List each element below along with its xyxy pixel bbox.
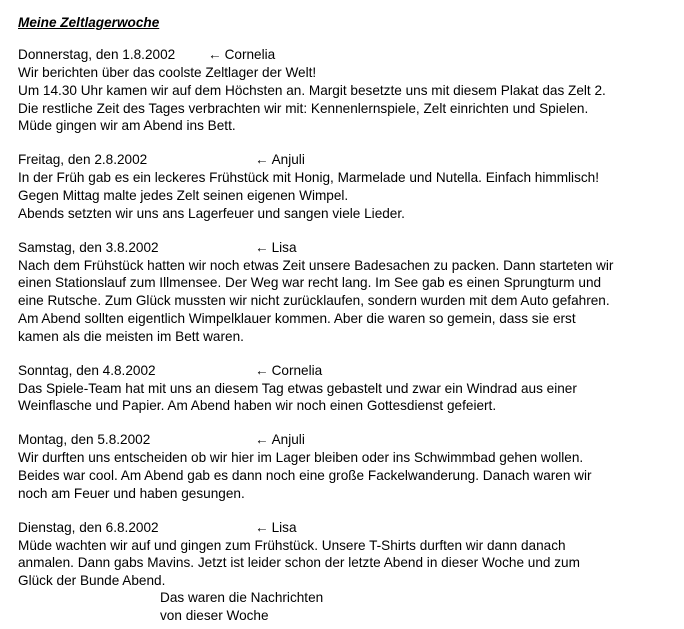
author-name: Lisa	[271, 239, 297, 255]
entry-date: Montag, den 5.8.2002	[18, 432, 151, 448]
document-title: Meine Zeltlagerwoche	[18, 15, 160, 30]
closing-line: von dieser Woche	[160, 607, 269, 623]
entry-line: kamen als die meisten im Bett waren.	[18, 328, 244, 344]
entry-header	[18, 519, 678, 537]
entry-line: Weinflasche und Papier. Am Abend haben wir noch einen Gottesdienst gefeiert.	[18, 398, 497, 414]
author-name: Anjuli	[271, 152, 305, 168]
arrow-left-icon: ←	[255, 152, 269, 168]
closing-line: Das waren die Nachrichten	[160, 590, 324, 605]
entry-header	[18, 46, 678, 64]
entry-line: noch am Feuer und haben gesungen.	[18, 485, 245, 501]
entry-line: Müde wachten wir auf und gingen zum Frühstück. Unsere T-Shirts durften wir dann danach	[18, 537, 566, 553]
entry-date: Samstag, den 3.8.2002	[18, 239, 159, 255]
entry-author	[255, 151, 305, 169]
entry-line: Wir durften uns entscheiden ob wir hier im Lager bleiben oder ins Schwimmbad gehen wollen.	[18, 450, 584, 466]
entry-header	[18, 362, 678, 380]
entry-line: Beides war cool. Am Abend gab es dann noch eine große Fackelwanderung. Danach waren wir	[18, 467, 592, 483]
entry-author	[255, 431, 305, 449]
entry-date: Freitag, den 2.8.2002	[18, 152, 148, 168]
entry-author	[255, 239, 297, 257]
entry-line: Glück der Bunde Abend.	[18, 573, 166, 589]
entry-line: Das Spiele-Team hat mit uns an diesem Tag etwas gebastelt und zwar ein Windrad aus einer	[18, 380, 577, 396]
entry-author	[208, 46, 275, 64]
entry-line: Abends setzten wir uns ans Lagerfeuer und sangen viele Lieder.	[18, 205, 405, 221]
entry-line: Wir berichten über das coolste Zeltlager der Welt!	[18, 65, 317, 80]
entry-date: Dienstag, den 6.8.2002	[18, 519, 159, 535]
arrow-left-icon: ←	[255, 239, 269, 255]
document-page	[18, 14, 678, 623]
author-name: Cornelia	[271, 362, 323, 378]
diary-entry	[18, 46, 678, 135]
diary-entry	[18, 362, 678, 416]
closing-note	[160, 589, 323, 625]
entry-line: Nach dem Frühstück hatten wir noch etwas Zeit unsere Badesachen zu packen. Dann starteten wir	[18, 257, 614, 273]
entry-line: anmalen. Dann gabs Mavins. Jetzt ist leider schon der letzte Abend in dieser Woche und zum	[18, 555, 580, 571]
entry-line: Die restliche Zeit des Tages verbrachten wir mit: Kennenlernspiele, Zelt einrichten und Spielen.	[18, 100, 589, 116]
entry-line: Müde gingen wir am Abend ins Bett.	[18, 118, 236, 134]
diary-entry	[18, 519, 678, 590]
entry-line: Gegen Mittag malte jedes Zelt seinen eigenen Wimpel.	[18, 187, 349, 203]
arrow-left-icon: ←	[255, 432, 269, 448]
diary-entry	[18, 431, 678, 502]
entry-author	[255, 519, 297, 537]
diary-entry	[18, 151, 678, 222]
author-name: Cornelia	[224, 47, 276, 62]
author-name: Anjuli	[271, 432, 305, 448]
entry-line: Am Abend sollten eigentlich Wimpelklauer kommen. Aber die waren so gemein, dass sie erst	[18, 310, 576, 326]
author-name: Lisa	[271, 519, 297, 535]
entry-line: Um 14.30 Uhr kamen wir auf dem Höchsten an. Margit besetzte uns mit diesem Plakat das Zelt 2.	[18, 82, 606, 98]
entry-header	[18, 239, 678, 257]
entry-date: Sonntag, den 4.8.2002	[18, 362, 156, 378]
diary-entry	[18, 239, 678, 346]
arrow-left-icon: ←	[208, 47, 222, 62]
entry-date: Donnerstag, den 1.8.2002	[18, 47, 176, 62]
entry-header	[18, 151, 678, 169]
arrow-left-icon: ←	[255, 519, 269, 535]
arrow-left-icon: ←	[255, 362, 269, 378]
entry-header	[18, 431, 678, 449]
entry-line: In der Früh gab es ein leckeres Frühstück mit Honig, Marmelade und Nutella. Einfach himmlisch!	[18, 170, 600, 186]
entry-line: eine Rutsche. Zum Glück mussten wir nicht zurücklaufen, sondern wurden mit dem Auto gefahren.	[18, 293, 610, 309]
entry-author	[255, 362, 322, 380]
entry-line: einen Stationslauf zum Illmensee. Der Weg war recht lang. Im See gab es einen Sprungturm und	[18, 275, 602, 291]
